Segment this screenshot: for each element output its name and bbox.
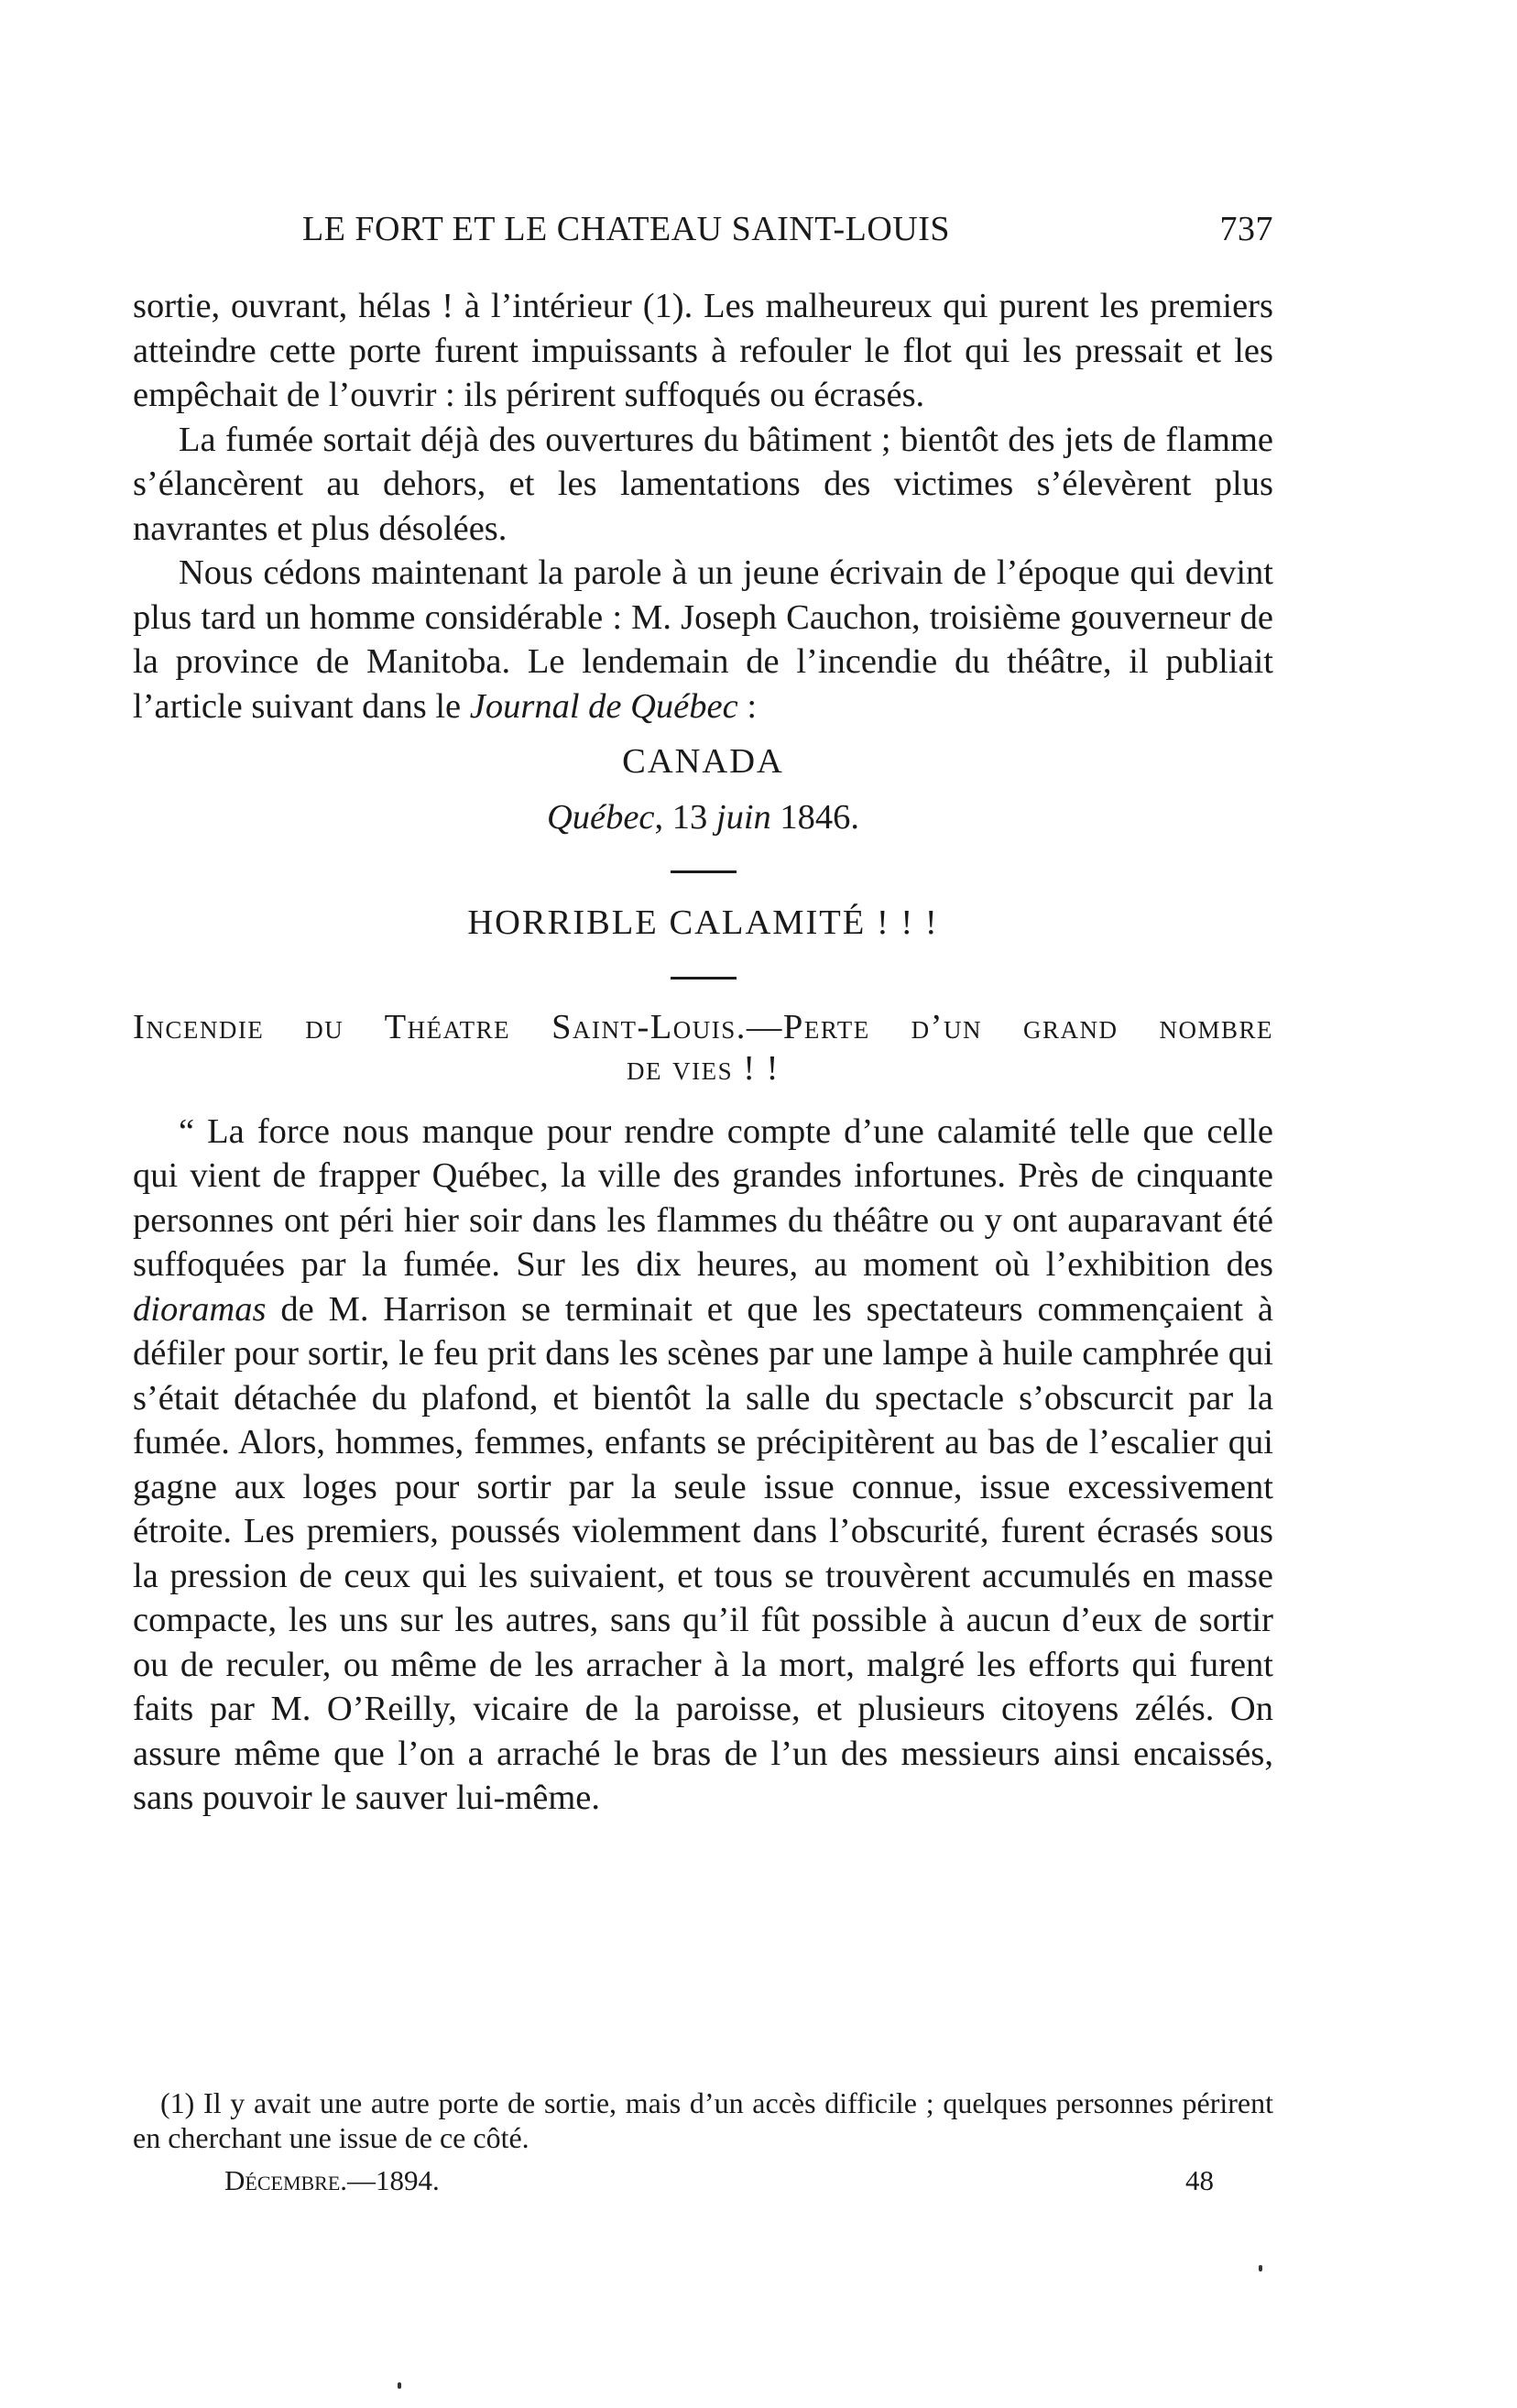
article-paragraph: [133, 1110, 1273, 1821]
article-text-2: de M. Harrison se terminait et que les spectateurs commençaient à défiler pour sortir, le feu prit dans les scènes par une lampe à huile camphrée qui s’était détachée du plafond, et bientôt la salle du spectacle s’obscurcit par la fumée. Alors, hommes, femmes, enfants se précipitèrent au bas de l’escalier qui gagne aux loges pour sortir par la seule issue connue, issue excessivement étroite. Les premiers, poussés violemment dans l’obscurité, furent écrasés sous la pression de ceux qui les suivaient, et tous se trouvèrent accumulés en masse compacte, les uns sur les autres, sans qu’il fût possible à aucun d’eux de sortir ou de reculer, ou même de les arracher à la mort, malgré les efforts qui furent faits par M. O’Reilly, vicaire de la paroisse, et plusieurs citoyens zélés. On assure même que l’on a arraché le bras de l’un des messieurs ainsi encaissés, sans pouvoir le sauver lui-même.: [133, 1289, 1273, 1817]
dateline-place: Québec: [546, 797, 655, 837]
section-rule-2: [671, 977, 737, 980]
issue-date: Décembre.—1894.: [224, 2164, 440, 2196]
footnote-text: (1) Il y avait une autre porte de sortie, mais d’un accès difficile ; quelques personnes périrent en cherchant une issue de ce côté.: [133, 2086, 1273, 2154]
paragraph-3-text: Nous cédons maintenant la parole à un jeune écrivain de l’époque qui devint plus tard un homme considérable : M. Joseph Cauchon, troisième gouverneur de la province de Manitoba. Le lendemain de l’incendie du théâtre, il publiait l’article suivant dans le: [133, 553, 1273, 726]
heading-canada: CANADA: [622, 742, 784, 781]
page-number: 737: [1219, 210, 1273, 248]
signature-mark: 48: [1185, 2164, 1214, 2196]
paragraph-3: [133, 551, 1273, 728]
dateline-year: 1846.: [770, 797, 860, 837]
subheading: Incendie du Théatre Saint-Louis.—Perte d’un grand nombre: [133, 1007, 1273, 1046]
body-text: [133, 284, 1273, 1821]
section-rule-1: [671, 870, 737, 873]
running-title: LE FORT ET LE CHATEAU SAINT-LOUIS: [302, 210, 951, 248]
print-speck: [398, 2382, 401, 2389]
dateline: [133, 795, 1273, 840]
article-text-1: “ La force nous manque pour rendre compte d’une calamité telle que celle qui vient de frapper Québec, la ville des grandes infortunes. Près de cinquante personnes ont péri hier soir dans les flammes du théâtre ou y ont auparavant été suffoquées par la fumée. Sur les dix heures, au moment où l’exhibition des: [133, 1111, 1273, 1284]
dateline-sep: , 13: [654, 797, 716, 837]
journal-title: Journal de Québec: [469, 686, 738, 726]
subheading-cont: de vies ! !: [626, 1048, 780, 1088]
heading-calamite: HORRIBLE CALAMITÉ ! ! !: [467, 903, 939, 942]
dioramas-word: dioramas: [133, 1289, 267, 1329]
footnote: [133, 2085, 1273, 2155]
print-speck: [1259, 2265, 1262, 2271]
paragraph-1: sortie, ouvrant, hélas ! à l’intérieur (1). Les malheureux qui purent les premiers atteindre cette porte furent impuissants à refouler le flot qui les pressait et les empêchait de l’ouvrir : ils périrent suffoqués ou écrasés.: [133, 287, 1273, 414]
paragraph-3-end: :: [737, 686, 758, 726]
paragraph-2: La fumée sortait déjà des ouvertures du bâtiment ; bientôt des jets de flamme s’élancèrent au dehors, et les lamentations des victimes s’élevèrent plus navrantes et plus désolées.: [133, 420, 1273, 548]
dateline-month: juin: [715, 797, 771, 837]
